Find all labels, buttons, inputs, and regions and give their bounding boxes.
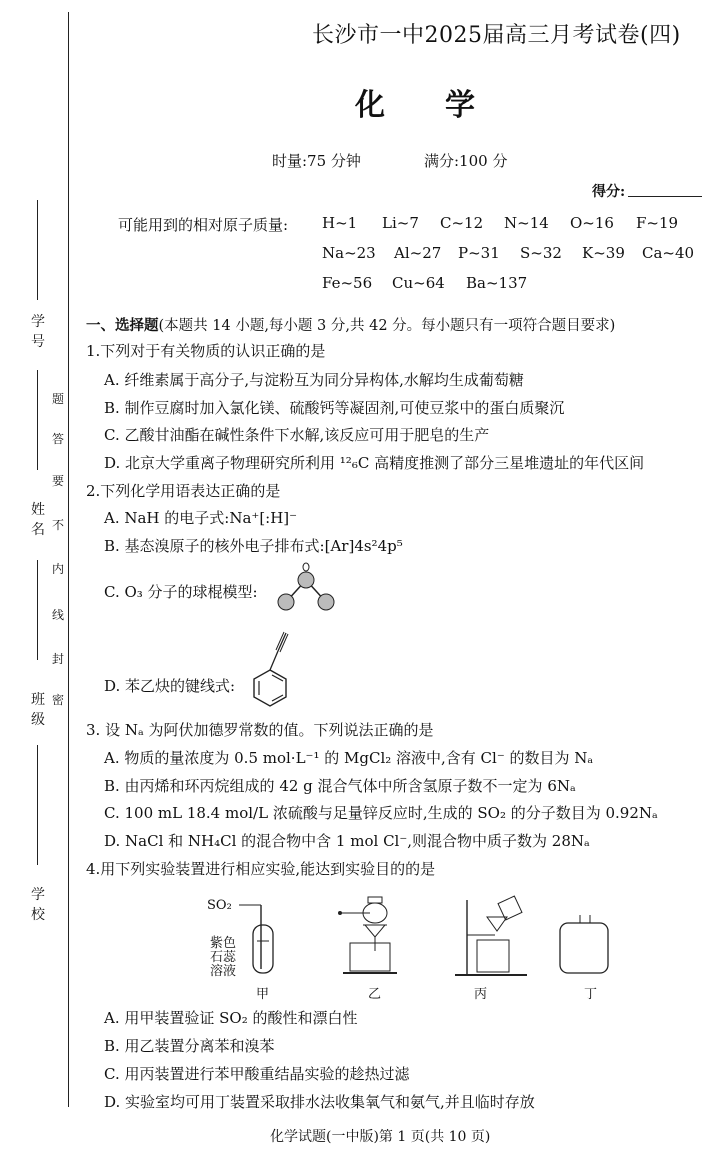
binding-line <box>68 12 69 1107</box>
question-option[interactable]: C. 乙酸甘油酯在碱性条件下水解,该反应可用于肥皂的生产 <box>104 426 490 444</box>
question-option[interactable]: A. NaH 的电子式:Na⁺[:H]⁻ <box>104 509 298 527</box>
question-option[interactable]: D. 北京大学重离子物理研究所利用 ¹²₆C 高精度推测了部分三星堆遗址的年代区间 <box>104 454 645 472</box>
question-option[interactable]: A. 纤维素属于高分子,与淀粉互为同分异构体,水解均生成葡萄糖 <box>104 371 524 389</box>
mass-item: Na~23 <box>322 244 376 262</box>
question-option[interactable]: C. 用丙装置进行苯甲酸重结晶实验的趁热过滤 <box>104 1065 410 1083</box>
section-note: (本题共 14 小题,每小题 3 分,共 42 分。每小题只有一项符合题目要求) <box>158 318 616 334</box>
mass-item: O~16 <box>570 214 614 232</box>
question-option[interactable]: B. 由丙烯和环丙烷组成的 42 g 混合气体中所含氢原子数不一定为 6Nₐ <box>104 777 576 795</box>
name-blank[interactable] <box>37 370 38 470</box>
litmus-label <box>210 937 236 979</box>
question-stem: 2.下列化学用语表达正确的是 <box>86 482 281 500</box>
seal-char: 封 <box>52 652 65 666</box>
mass-item: Li~7 <box>382 214 419 232</box>
question-option[interactable]: B. 制作豆腐时加入氯化镁、硫酸钙等凝固剂,可使豆浆中的蛋白质聚沉 <box>104 399 565 417</box>
apparatus-name: 乙 <box>368 987 382 1002</box>
school-blank[interactable] <box>37 745 38 865</box>
score-blank[interactable] <box>628 196 702 197</box>
student-id-label: 学号 <box>31 314 45 350</box>
seal-char: 题 <box>52 392 65 406</box>
question-option[interactable]: A. 用甲装置验证 SO₂ 的酸性和漂白性 <box>104 1009 358 1027</box>
score-label: 得分: <box>592 184 626 200</box>
question-option[interactable]: D. 实验室均可用丁装置采取排水法收集氧气和氨气,并且临时存放 <box>104 1093 535 1111</box>
litmus-label-line: 紫色 <box>210 936 237 951</box>
mass-item: Cu~64 <box>392 274 445 292</box>
class-label: 班级 <box>31 692 45 728</box>
litmus-label-line: 溶液 <box>210 964 237 979</box>
full-score: 满分:100 分 <box>424 152 508 170</box>
mass-item: N~14 <box>504 214 549 232</box>
mass-item: F~19 <box>636 214 679 232</box>
apparatus-figure <box>205 895 625 995</box>
mass-item: Ba~137 <box>466 274 528 292</box>
question-option[interactable]: B. 基态溴原子的核外电子排布式:[Ar]4s²4p⁵ <box>104 537 403 555</box>
school-label: 学校 <box>31 887 45 923</box>
question-option[interactable]: B. 用乙装置分离苯和溴苯 <box>104 1037 275 1055</box>
seal-char: 内 <box>52 562 65 576</box>
mass-item: S~32 <box>520 244 562 262</box>
mass-item: C~12 <box>440 214 484 232</box>
class-blank[interactable] <box>37 560 38 660</box>
question-stem: 4.用下列实验装置进行相应实验,能达到实验目的的是 <box>86 860 436 878</box>
section-heading <box>86 314 615 335</box>
seal-char: 不 <box>52 518 65 532</box>
question-stem: 1.下列对于有关物质的认识正确的是 <box>86 342 326 360</box>
apparatus-name: 甲 <box>256 987 270 1002</box>
mass-item: P~31 <box>458 244 500 262</box>
time-limit: 时量:75 分钟 <box>272 152 361 170</box>
apparatus-name: 丙 <box>474 987 488 1002</box>
mass-item: Al~27 <box>394 244 442 262</box>
mass-item: K~39 <box>582 244 625 262</box>
seal-char: 答 <box>52 432 65 446</box>
litmus-label-line: 石蕊 <box>210 950 237 965</box>
mass-item: H~1 <box>322 214 358 232</box>
section-title: 一、选择题 <box>86 317 159 334</box>
student-id-blank[interactable] <box>37 200 38 300</box>
question-option[interactable]: A. 物质的量浓度为 0.5 mol·L⁻¹ 的 MgCl₂ 溶液中,含有 Cl⁻ 的数目为 Nₐ <box>104 749 594 767</box>
mass-item: Ca~40 <box>642 244 695 262</box>
question-stem: 3. 设 Nₐ 为阿伏加德罗常数的值。下列说法正确的是 <box>86 721 434 739</box>
mass-item: Fe~56 <box>322 274 373 292</box>
subject-title: 化学 <box>355 88 535 123</box>
question-option[interactable]: D. 苯乙炔的键线式: <box>104 677 236 695</box>
question-option[interactable]: C. 100 mL 18.4 mol/L 浓硫酸与足量锌反应时,生成的 SO₂ 的分子数目为 0.92Nₐ <box>104 804 658 822</box>
so2-inlet-label: SO₂ <box>207 898 232 913</box>
seal-char: 线 <box>52 608 65 622</box>
apparatus-name: 丁 <box>584 987 598 1002</box>
question-option[interactable]: C. O₃ 分子的球棍模型: <box>104 583 258 601</box>
phenylacetylene-skeletal-formula <box>250 625 300 715</box>
ozone-ball-stick-model <box>270 560 340 620</box>
exam-title: 长沙市一中2025届高三月考试卷(四) <box>312 23 681 48</box>
seal-char: 要 <box>52 474 65 488</box>
question-option[interactable]: D. NaCl 和 NH₄Cl 的混合物中含 1 mol Cl⁻,则混合物中质子数为 28Nₐ <box>104 832 590 850</box>
name-label: 姓名 <box>31 502 45 538</box>
seal-char: 密 <box>52 693 65 707</box>
page-footer: 化学试题(一中版)第 1 页(共 10 页) <box>270 1129 491 1145</box>
atomic-mass-label: 可能用到的相对原子质量: <box>118 216 289 234</box>
